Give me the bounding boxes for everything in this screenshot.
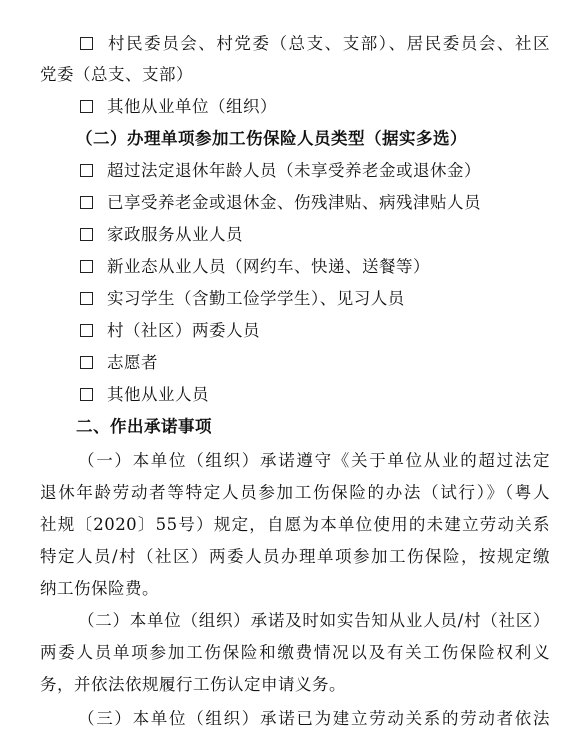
option-label: 新业态从业人员（网约车、快递、送餐等）	[107, 257, 430, 276]
option-label: 已享受养老金或退休金、伤残津贴、病残津贴人员	[107, 193, 481, 212]
checkbox-icon[interactable]	[80, 196, 93, 209]
option-label: 超过法定退休年龄人员（未享受养老金或退休金）	[107, 161, 481, 180]
paragraph-line: （一）本单位（组织）承诺遵守《关于单位从业的超过法定	[78, 451, 550, 470]
paragraph-line: 社规〔2020〕55号）规定，自愿为本单位使用的未建立劳动关系	[40, 515, 550, 534]
section-heading: （二）办理单项参加工伤保险人员类型（据实多选）	[76, 129, 467, 148]
paragraph-line: 特定人员/村（社区）两委人员办理单项参加工伤保险，按规定缴	[40, 547, 550, 566]
option-label: 实习学生（含勤工俭学学生）、见习人员	[107, 289, 405, 308]
option-label: 村（社区）两委人员	[107, 321, 260, 340]
option-label: 其他从业人员	[107, 385, 209, 404]
option-village-committee[interactable]	[80, 29, 550, 59]
option-item[interactable]	[80, 220, 550, 250]
checkbox-icon[interactable]	[80, 356, 93, 369]
option-label: 村民委员会、村党委（总支、支部）、居民委员会、社区	[107, 34, 550, 53]
option-label: 其他从业单位（组织）	[107, 97, 277, 116]
checkbox-icon[interactable]	[80, 228, 93, 241]
option-item[interactable]	[80, 348, 550, 378]
paragraph-line: 纳工伤保险费。	[40, 579, 159, 598]
checkbox-icon[interactable]	[80, 260, 93, 273]
checkbox-icon[interactable]	[80, 164, 93, 177]
checkbox-icon[interactable]	[80, 292, 93, 305]
paragraph-line: 务，并依法依规履行工伤认定申请义务。	[40, 675, 346, 694]
option-item[interactable]	[80, 188, 550, 218]
checkbox-icon[interactable]	[80, 37, 93, 50]
paragraph-line: （二）本单位（组织）承诺及时如实告知从业人员/村（社区）	[78, 611, 550, 630]
option-item[interactable]	[80, 316, 550, 346]
checkbox-icon[interactable]	[80, 388, 93, 401]
checkbox-icon[interactable]	[80, 324, 93, 337]
option-other-units[interactable]	[80, 92, 550, 122]
section-heading: 二、作出承诺事项	[76, 417, 212, 436]
option-item[interactable]	[80, 380, 550, 410]
option-label: 家政服务从业人员	[107, 225, 243, 244]
option-item[interactable]	[80, 252, 550, 282]
option-label: 志愿者	[107, 353, 158, 372]
paragraph-line: （三）本单位（组织）承诺已为建立劳动关系的劳动者依法	[78, 709, 550, 728]
paragraph-line: 退休年龄劳动者等特定人员参加工伤保险的办法（试行）》（粤人	[40, 483, 550, 502]
option-item[interactable]	[80, 156, 550, 186]
checkbox-icon[interactable]	[80, 100, 93, 113]
paragraph-line: 两委人员单项参加工伤保险和缴费情况以及有关工伤保险权利义	[40, 643, 550, 662]
option-label-continuation: 党委（总支、支部）	[40, 65, 193, 84]
option-item[interactable]	[80, 284, 550, 314]
